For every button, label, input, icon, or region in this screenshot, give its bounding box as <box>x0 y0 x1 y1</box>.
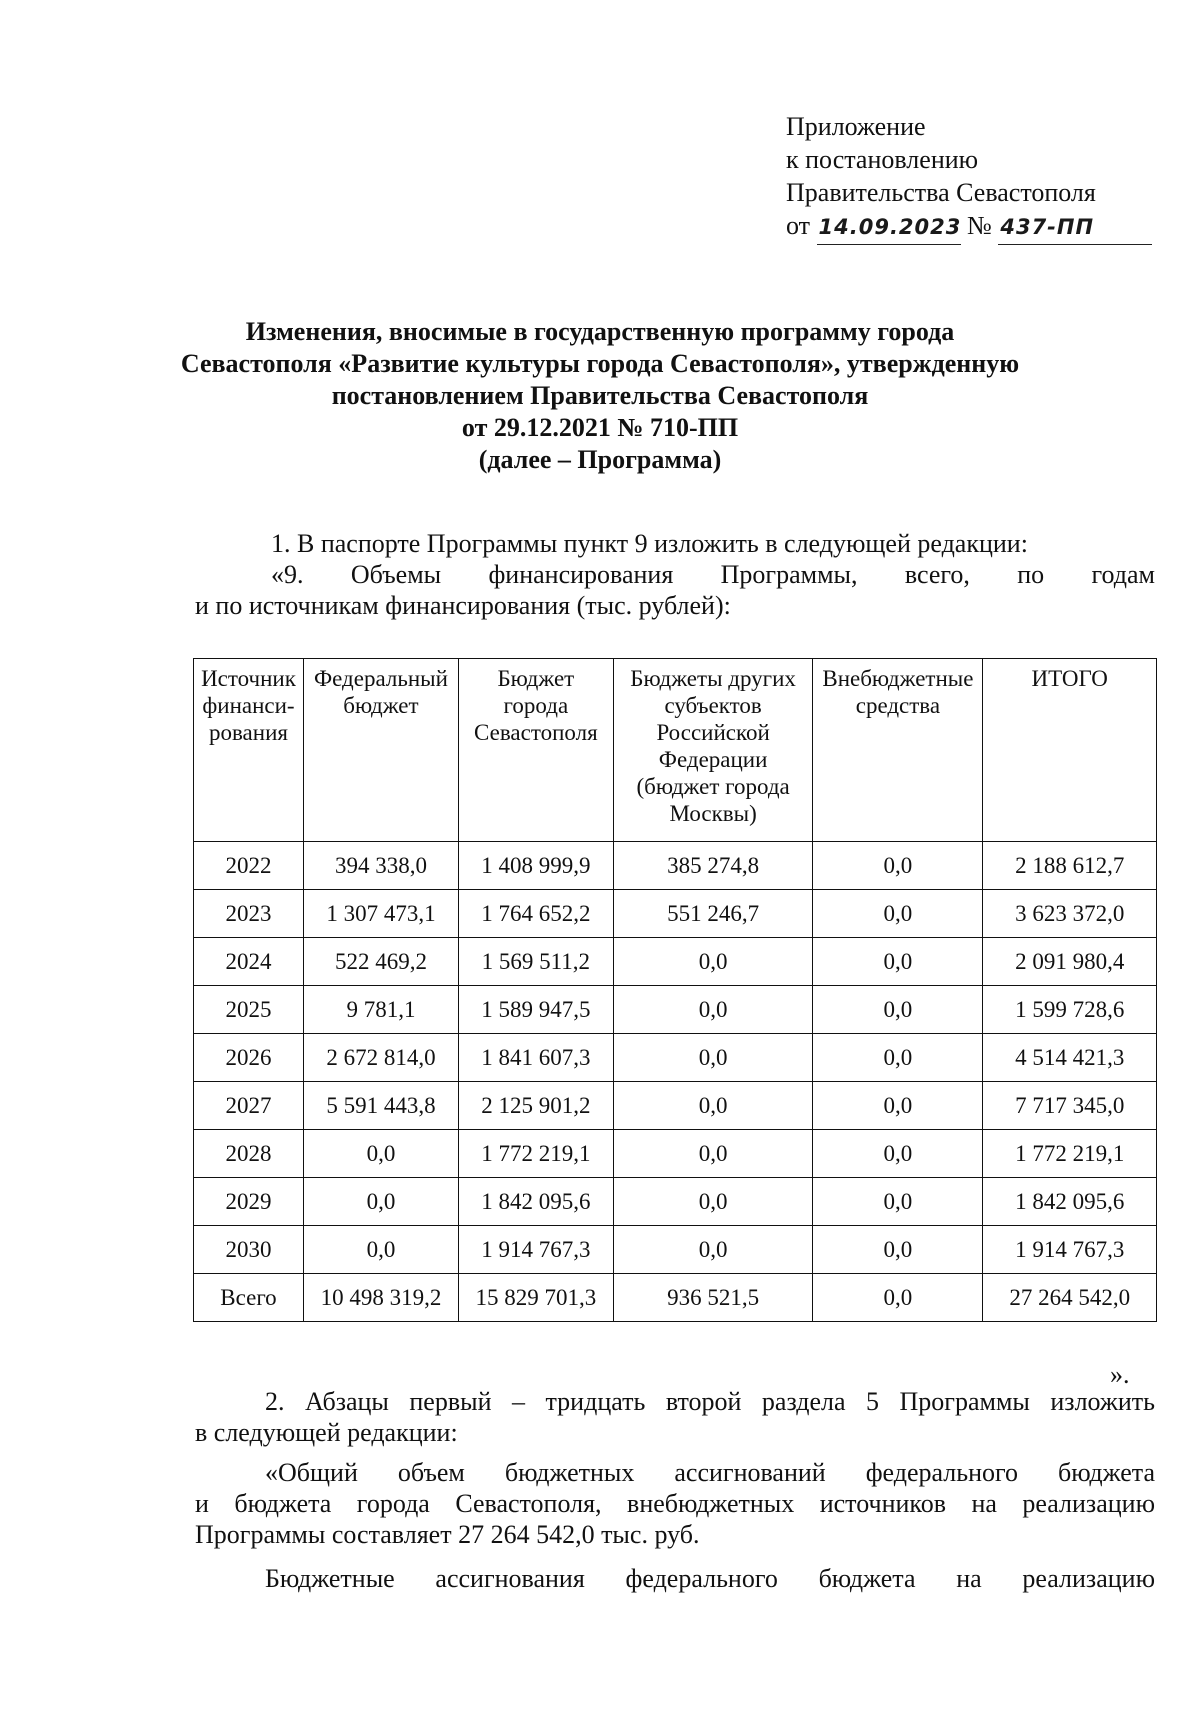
appendix-line-3: Правительства Севастополя <box>786 178 1096 207</box>
table-cell: 15 829 701,3 <box>458 1274 613 1322</box>
table-cell: 2025 <box>194 986 304 1034</box>
table-cell: 2029 <box>194 1178 304 1226</box>
appendix-header <box>786 110 1166 245</box>
paragraph-3 <box>195 1457 1155 1550</box>
table-row <box>194 938 1157 986</box>
header-total: ИТОГО <box>983 659 1157 842</box>
table-cell: 2 188 612,7 <box>983 842 1157 890</box>
paragraph-4 <box>195 1563 1155 1594</box>
table-cell: 1 914 767,3 <box>983 1226 1157 1274</box>
table-cell: 1 772 219,1 <box>458 1130 613 1178</box>
table-cell: 1 772 219,1 <box>983 1130 1157 1178</box>
table-cell: 1 569 511,2 <box>458 938 613 986</box>
table-cell: 2 672 814,0 <box>303 1034 458 1082</box>
table-cell: 0,0 <box>813 1274 983 1322</box>
table-row <box>194 1130 1157 1178</box>
paragraph-2 <box>195 1386 1155 1448</box>
table-cell: 5 591 443,8 <box>303 1082 458 1130</box>
table-cell: 0,0 <box>813 1082 983 1130</box>
table-cell: 0,0 <box>813 986 983 1034</box>
table-cell: Всего <box>194 1274 304 1322</box>
paragraph-3-line-1: «Общий объем бюджетных ассигнований федерального бюджета <box>265 1458 1155 1487</box>
table-cell: 3 623 372,0 <box>983 890 1157 938</box>
date-prefix: от <box>786 211 811 240</box>
table-cell: 1 914 767,3 <box>458 1226 613 1274</box>
table-cell: 0,0 <box>613 1034 813 1082</box>
table-header-row <box>194 659 1157 842</box>
table-cell: 0,0 <box>303 1130 458 1178</box>
header-city-budget: Бюджет города Севастополя <box>458 659 613 842</box>
table-cell: 7 717 345,0 <box>983 1082 1157 1130</box>
header-extrabudgetary: Внебюджетные средства <box>813 659 983 842</box>
header-source: Источник финанси-рования <box>194 659 304 842</box>
paragraph-1-line-2: «9. Объемы финансирования Программы, всего, по годам <box>271 560 1155 589</box>
table-cell: 1 408 999,9 <box>458 842 613 890</box>
paragraph-2-line-1: 2. Абзацы первый – тридцать второй раздела 5 Программы изложить <box>265 1387 1155 1416</box>
table-cell: 0,0 <box>813 1130 983 1178</box>
paragraph-2-line-2: в следующей редакции: <box>195 1418 458 1447</box>
table-cell: 4 514 421,3 <box>983 1034 1157 1082</box>
table-cell: 0,0 <box>813 938 983 986</box>
table-cell: 385 274,8 <box>613 842 813 890</box>
table-cell: 2027 <box>194 1082 304 1130</box>
paragraph-3-line-2: и бюджета города Севастополя, внебюджетных источников на реализацию <box>195 1489 1155 1518</box>
table-cell: 1 589 947,5 <box>458 986 613 1034</box>
table-closing-quote: ». <box>1110 1360 1130 1389</box>
title-line-2: Севастополя «Развитие культуры города Севастополя», утвержденную <box>180 349 1020 378</box>
table-cell: 0,0 <box>613 1226 813 1274</box>
paragraph-3-line-3: Программы составляет 27 264 542,0 тыс. руб. <box>195 1520 700 1549</box>
table-cell: 10 498 319,2 <box>303 1274 458 1322</box>
title-line-3: постановлением Правительства Севастополя <box>331 381 869 410</box>
table-cell: 551 246,7 <box>613 890 813 938</box>
table-cell: 0,0 <box>813 842 983 890</box>
table-cell: 2 091 980,4 <box>983 938 1157 986</box>
table-cell: 0,0 <box>813 890 983 938</box>
table-cell: 936 521,5 <box>613 1274 813 1322</box>
title-line-4: от 29.12.2021 № 710-ПП <box>461 413 739 442</box>
paragraph-1-line-3: и по источникам финансирования (тыс. рублей): <box>195 591 731 620</box>
table-cell: 2022 <box>194 842 304 890</box>
table-cell: 2026 <box>194 1034 304 1082</box>
paragraph-4-line-1: Бюджетные ассигнования федерального бюджета на реализацию <box>265 1564 1155 1593</box>
table-total-row <box>194 1274 1157 1322</box>
table-row <box>194 1226 1157 1274</box>
appendix-line-2: к постановлению <box>786 145 979 174</box>
table-cell: 2 125 901,2 <box>458 1082 613 1130</box>
table-row <box>194 842 1157 890</box>
title-line-1: Изменения, вносимые в государственную программу города <box>245 317 955 346</box>
table-cell: 1 842 095,6 <box>458 1178 613 1226</box>
handwritten-date: 14.09.2023 <box>817 209 961 245</box>
table-cell: 2028 <box>194 1130 304 1178</box>
table-cell: 0,0 <box>613 938 813 986</box>
appendix-line-1: Приложение <box>786 112 926 141</box>
table-cell: 2030 <box>194 1226 304 1274</box>
table-cell: 27 264 542,0 <box>983 1274 1157 1322</box>
table-cell: 0,0 <box>303 1178 458 1226</box>
table-cell: 1 307 473,1 <box>303 890 458 938</box>
table-cell: 0,0 <box>303 1226 458 1274</box>
table-cell: 0,0 <box>613 1082 813 1130</box>
table-cell: 2023 <box>194 890 304 938</box>
table-cell: 0,0 <box>813 1226 983 1274</box>
header-other-subjects-budget: Бюджеты других субъектов Российской Федерации (бюджет города Москвы) <box>613 659 813 842</box>
table-cell: 1 599 728,6 <box>983 986 1157 1034</box>
handwritten-number: 437-ПП <box>998 209 1152 245</box>
table-row <box>194 890 1157 938</box>
table-cell: 0,0 <box>613 1178 813 1226</box>
financing-table <box>193 658 1157 1322</box>
paragraph-1-line-1: 1. В паспорте Программы пункт 9 изложить в следующей редакции: <box>271 529 1028 558</box>
title-line-5: (далее – Программа) <box>478 445 722 474</box>
paragraph-1 <box>195 528 1155 621</box>
appendix-date-line <box>786 209 1166 245</box>
table-row <box>194 1082 1157 1130</box>
table-cell: 0,0 <box>813 1034 983 1082</box>
table-cell: 522 469,2 <box>303 938 458 986</box>
table-cell: 2024 <box>194 938 304 986</box>
table-row <box>194 1034 1157 1082</box>
table-cell: 394 338,0 <box>303 842 458 890</box>
table-cell: 1 842 095,6 <box>983 1178 1157 1226</box>
table-row <box>194 1178 1157 1226</box>
table-cell: 0,0 <box>813 1178 983 1226</box>
document-title <box>150 316 1050 476</box>
table-cell: 1 764 652,2 <box>458 890 613 938</box>
table-cell: 0,0 <box>613 986 813 1034</box>
table-cell: 1 841 607,3 <box>458 1034 613 1082</box>
table-cell: 9 781,1 <box>303 986 458 1034</box>
table-cell: 0,0 <box>613 1130 813 1178</box>
number-sign: № <box>967 211 992 240</box>
header-federal-budget: Федеральный бюджет <box>303 659 458 842</box>
table-row <box>194 986 1157 1034</box>
